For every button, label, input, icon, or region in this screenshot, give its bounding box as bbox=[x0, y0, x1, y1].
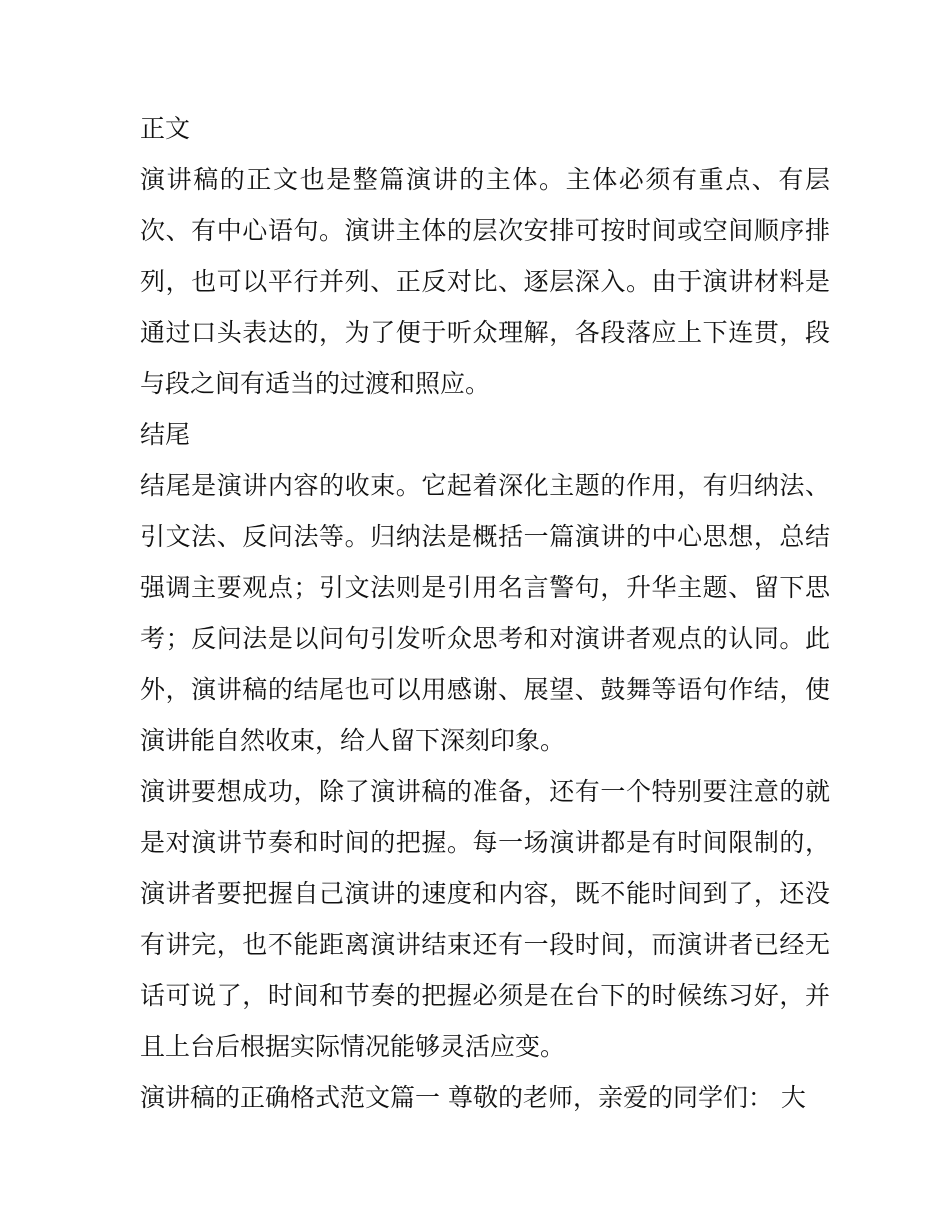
paragraph-ending-text: 结尾是演讲内容的收束。它起着深化主题的作用，有归纳法、引文法、反问法等。归纳法是概括一篇演讲的中心思想，总结强调主要观点；引文法则是引用名言警句，升华主题、留下思考；反问法是以问句引发听众思考和对演讲者观点的认同。此外，演讲稿的结尾也可以用感谢、展望、鼓舞等语句作结，使演讲能自然收束，给人留下深刻印象。 bbox=[140, 471, 830, 755]
paragraph-sample-start: 演讲稿的正确格式范文篇一 尊敬的老师，亲爱的同学们： 大 bbox=[140, 1083, 806, 1112]
paragraph-body-text: 演讲稿的正文也是整篇演讲的主体。主体必须有重点、有层次、有中心语句。演讲主体的层次安排可按时间或空间顺序排列，也可以平行并列、正反对比、逐层深入。由于演讲材料是通过口头表达的，为了便于听众理解，各段落应上下连贯，段与段之间有适当的过渡和照应。 bbox=[140, 165, 830, 398]
section-heading-ending: 结尾 bbox=[140, 420, 191, 449]
paragraph-timing-text: 演讲要想成功，除了演讲稿的准备，还有一个特别要注意的就是对演讲节奏和时间的把握。每一场演讲都是有时间限制的，演讲者要把握自己演讲的速度和内容，既不能时间到了，还没有讲完，也不能距离演讲结束还有一段时间，而演讲者已经无话可说了，时间和节奏的把握必须是在台下的时候练习好，并且上台后根据实际情况能够灵活应变。 bbox=[140, 777, 830, 1061]
section-heading-body: 正文 bbox=[140, 114, 191, 143]
document-body bbox=[140, 103, 830, 1123]
